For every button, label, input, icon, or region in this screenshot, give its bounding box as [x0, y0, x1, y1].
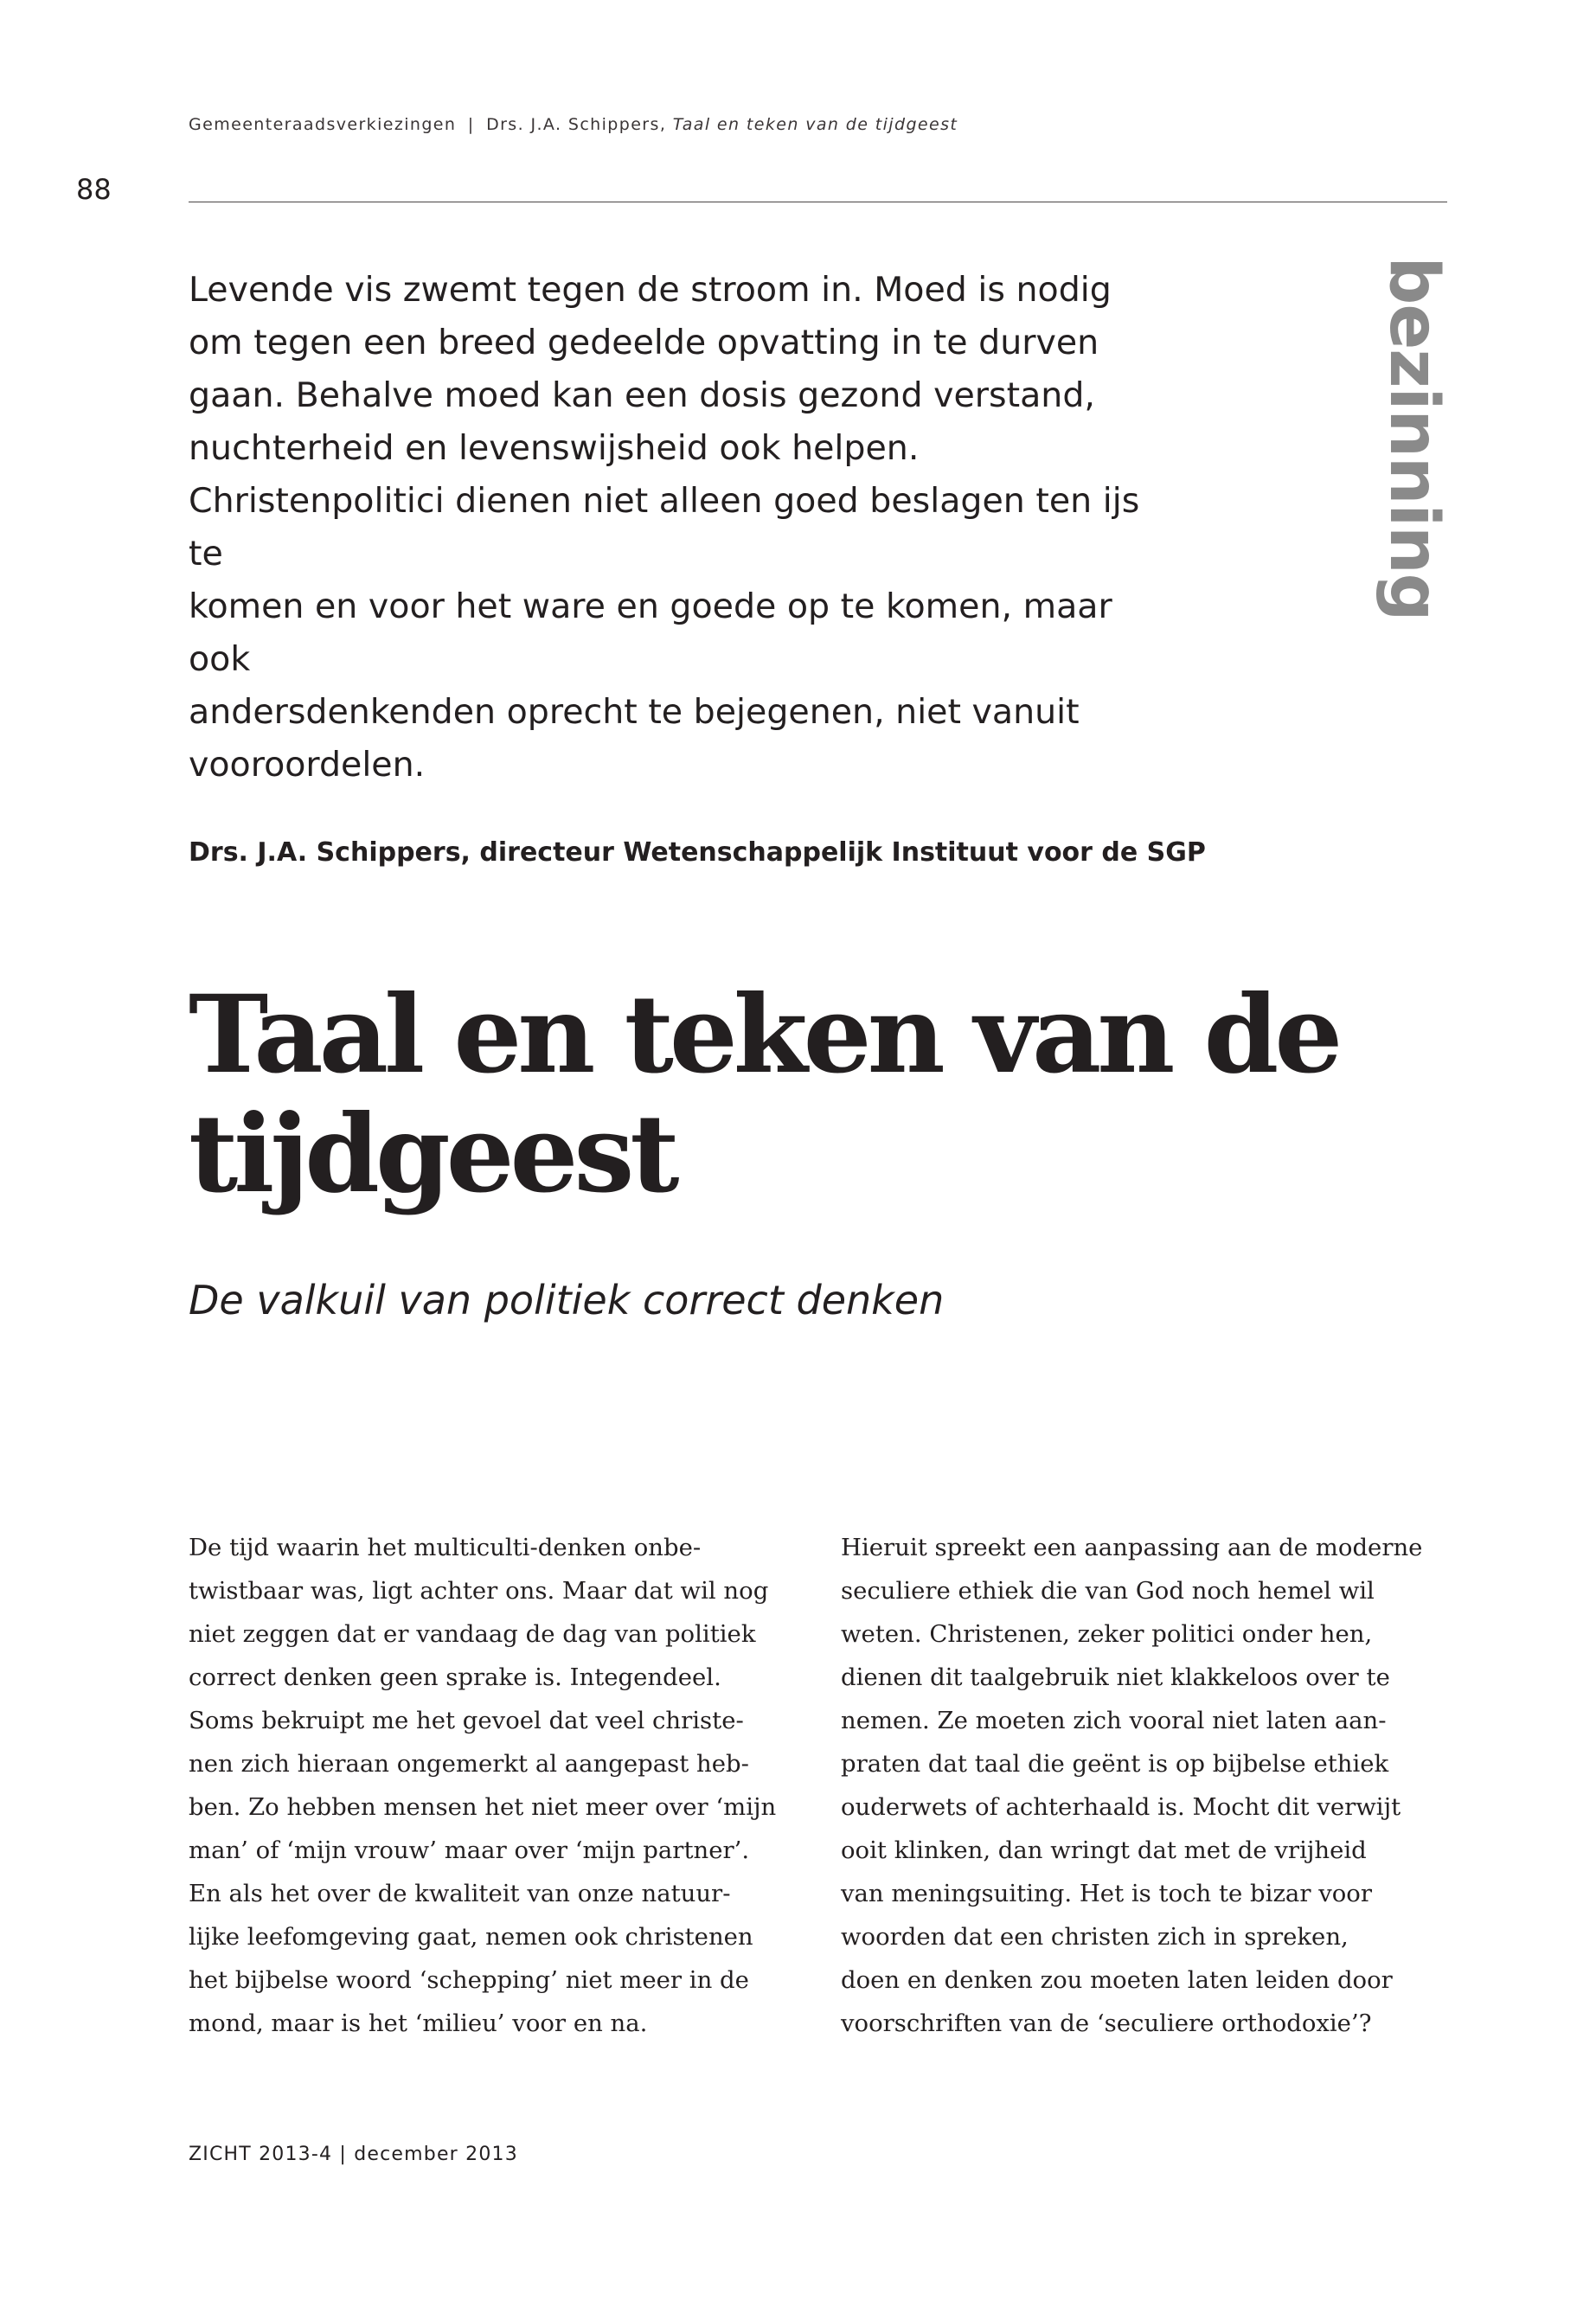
author-byline: Drs. J.A. Schippers, directeur Wetenschappelijk Instituut voor de SGP: [189, 837, 1206, 868]
article-subtitle: De valkuil van politiek correct denken: [189, 1277, 945, 1324]
running-head-section: Gemeenteraadsverkiezingen: [189, 115, 457, 134]
rubric-label: [1375, 256, 1452, 621]
running-head-separator: |: [467, 115, 475, 134]
body-column-right: Hieruit spreekt een aanpassing aan de moderne seculiere ethiek die van God noch hemel wil weten. Christenen, zeker politici onder hen, dienen dit taalgebruik niet klakkeloos over te nemen. Ze moeten zich vooral niet laten aan- praten dat taal die geënt is op bijbelse ethiek ouderwets of achterhaald is. Mocht dit verwijt ooit klinken, dan wringt dat met de vrijheid van meningsuiting. Het is toch te bizar voor woorden dat een christen zich in spreken, doen en denken zou moeten laten leiden door voorschriften van de ‘seculiere orthodoxie’?: [841, 1534, 1423, 2037]
running-head-title: Taal en teken van de tijdgeest: [672, 115, 958, 134]
page-footer: ZICHT 2013-4 | december 2013: [189, 2144, 518, 2165]
rubric-text: bezinning: [1375, 256, 1452, 621]
article-title: Taal en teken van de tijdgeest: [189, 972, 1339, 1217]
intro-paragraph: Levende vis zwemt tegen de stroom in. Moed is nodig om tegen een breed gedeelde opvatting in te durven gaan. Behalve moed kan een dosis gezond verstand, nuchterheid en levenswijsheid ook helpen. Christenpolitici dienen niet alleen goed beslagen ten ijs te komen en voor het ware en goede op te komen, maar ook andersdenkenden oprecht te bejegenen, niet vanuit vooroordelen.: [189, 270, 1140, 785]
body-column-left: De tijd waarin het multiculti-denken onbe- twistbaar was, ligt achter ons. Maar dat wil nog niet zeggen dat er vandaag de dag van politiek correct denken geen sprake is. Integendeel. Soms bekruipt me het gevoel dat veel christe- nen zich hieraan ongemerkt al aangepast heb- ben. Zo hebben mensen het niet meer over ‘mijn man’ of ‘mijn vrouw’ maar over ‘mijn partner’. En als het over de kwaliteit van onze natuur- lijke leefomgeving gaat, nemen ook christenen het bijbelse woord ‘schepping’ niet meer in de mond, maar is het ‘milieu’ voor en na.: [189, 1534, 777, 2037]
running-head: [189, 115, 958, 134]
running-head-author: Drs. J.A. Schippers,: [486, 115, 667, 134]
page-number: 88: [76, 173, 112, 206]
